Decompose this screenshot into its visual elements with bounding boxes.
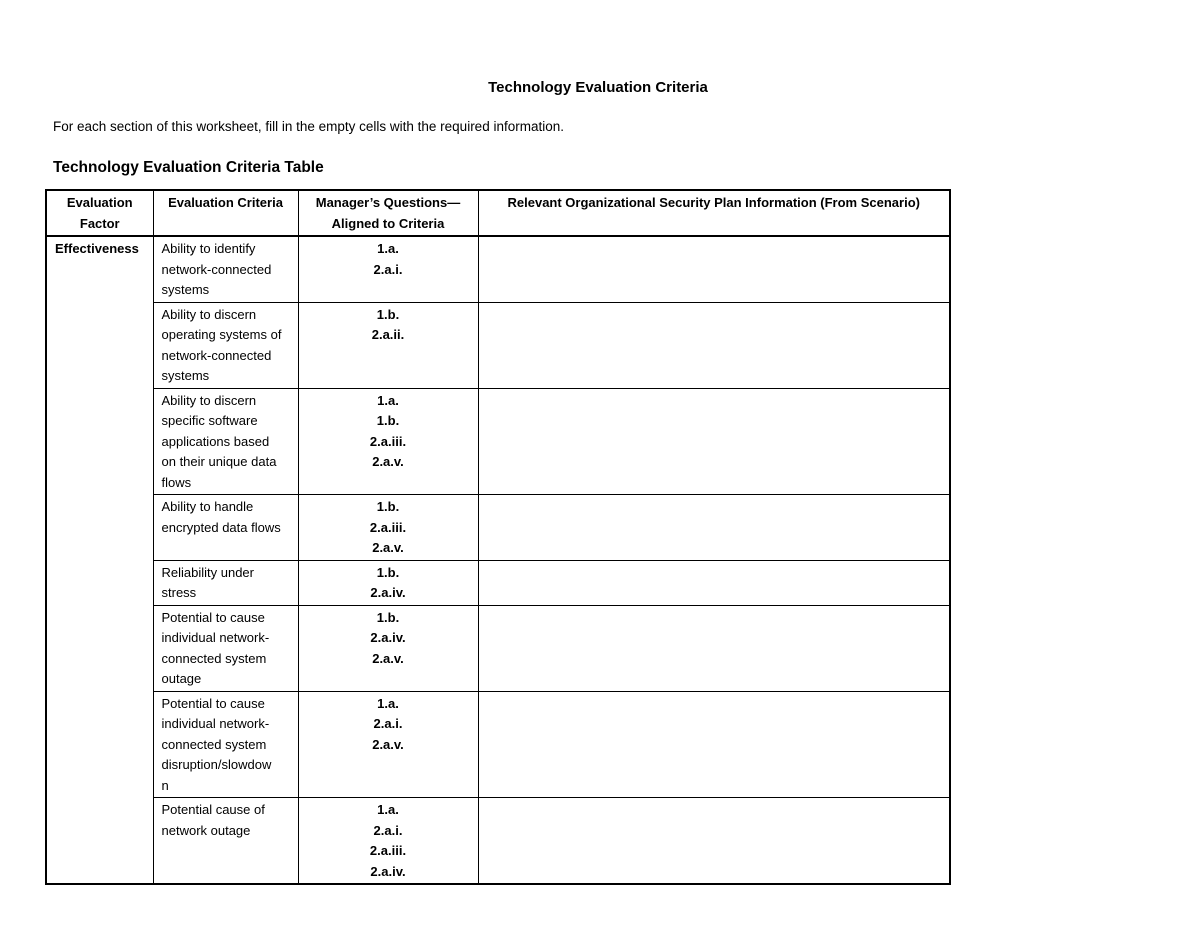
table-row	[46, 495, 950, 561]
table-row	[46, 236, 950, 302]
question-ref: 1.b.	[376, 306, 400, 322]
question-ref: 2.a.iii.	[369, 433, 407, 449]
criteria-cell	[153, 691, 298, 798]
question-ref: 2.a.v.	[372, 454, 404, 469]
header-security-plan-info: Relevant Organizational Security Plan Information (From Scenario)	[478, 190, 950, 236]
instructions-text: For each section of this worksheet, fill in the empty cells with the required information.	[53, 119, 564, 134]
security-info-cell[interactable]	[478, 388, 950, 495]
security-info-cell[interactable]	[478, 691, 950, 798]
questions-cell	[298, 302, 478, 388]
criteria-line: network outage	[161, 822, 251, 838]
criteria-line: Potential to cause	[161, 695, 265, 711]
question-ref: 2.a.iv.	[370, 863, 406, 879]
question-ref: 2.a.v.	[372, 736, 404, 752]
criteria-line: applications based	[161, 433, 270, 449]
criteria-cell	[153, 605, 298, 691]
criteria-line: Potential cause of	[161, 802, 265, 817]
section-heading: Technology Evaluation Criteria Table	[53, 159, 324, 176]
header-managers-questions	[298, 190, 478, 236]
criteria-line: flows	[161, 474, 192, 490]
question-ref: 2.a.v.	[372, 650, 404, 666]
table-row	[46, 798, 950, 885]
header-factor-line: Evaluation	[66, 195, 133, 210]
questions-cell	[298, 495, 478, 561]
questions-cell	[298, 605, 478, 691]
factor-cell-effectiveness: Effectiveness	[46, 236, 153, 884]
table-row	[46, 691, 950, 798]
criteria-line: systems	[161, 282, 210, 297]
criteria-cell	[153, 236, 298, 302]
question-ref: 1.b.	[376, 564, 400, 580]
criteria-line: network-connected	[161, 261, 272, 277]
criteria-line: Ability to handle	[161, 499, 254, 514]
security-info-cell[interactable]	[478, 302, 950, 388]
criteria-cell	[153, 495, 298, 561]
document-title: Technology Evaluation Criteria	[488, 79, 708, 96]
question-ref: 1.b.	[376, 609, 400, 625]
questions-cell	[298, 798, 478, 885]
security-info-cell[interactable]	[478, 798, 950, 885]
table-row	[46, 560, 950, 605]
question-ref: 2.a.i.	[373, 716, 403, 731]
question-ref: 2.a.iv.	[370, 585, 406, 600]
criteria-line: connected system	[161, 650, 267, 666]
question-ref: 1.a.	[377, 241, 399, 256]
criteria-cell	[153, 388, 298, 495]
criteria-line: disruption/slowdow	[161, 757, 272, 772]
security-info-cell[interactable]	[478, 495, 950, 561]
criteria-line: stress	[161, 585, 197, 600]
criteria-line: operating systems of	[161, 327, 282, 342]
question-ref: 1.a.	[377, 802, 399, 817]
criteria-cell	[153, 302, 298, 388]
criteria-line: connected system	[161, 736, 267, 752]
criteria-line: specific software	[161, 413, 258, 428]
question-ref: 1.b.	[376, 413, 400, 428]
criteria-line: Reliability under	[161, 564, 254, 580]
security-info-cell[interactable]	[478, 560, 950, 605]
header-questions-line: Manager’s Questions—	[315, 195, 461, 210]
question-ref: 2.a.iv.	[370, 630, 406, 645]
criteria-line: n	[161, 777, 169, 793]
table-row	[46, 605, 950, 691]
questions-cell	[298, 560, 478, 605]
questions-cell	[298, 691, 478, 798]
criteria-line: Ability to discern	[161, 306, 257, 322]
question-ref: 2.a.i.	[373, 822, 403, 838]
evaluation-criteria-table	[45, 189, 951, 885]
criteria-line: network-connected	[161, 347, 272, 363]
criteria-line: systems	[161, 368, 210, 383]
criteria-line: Potential to cause	[161, 609, 265, 625]
question-ref: 1.b.	[376, 499, 400, 514]
questions-cell	[298, 388, 478, 495]
question-ref: 2.a.ii.	[371, 327, 405, 342]
table-body	[46, 236, 950, 884]
table-row	[46, 388, 950, 495]
questions-cell	[298, 236, 478, 302]
question-ref: 2.a.v.	[372, 540, 404, 555]
criteria-cell	[153, 560, 298, 605]
table-row	[46, 302, 950, 388]
question-ref: 1.a.	[377, 392, 399, 408]
criteria-line: Ability to identify	[161, 241, 256, 256]
criteria-line: encrypted data flows	[161, 519, 281, 535]
criteria-line: individual network-	[161, 716, 270, 731]
question-ref: 2.a.iii.	[369, 843, 407, 858]
criteria-line: on their unique data	[161, 454, 277, 469]
security-info-cell[interactable]	[478, 236, 950, 302]
question-ref: 1.a.	[377, 695, 399, 711]
header-evaluation-criteria: Evaluation Criteria	[153, 190, 298, 236]
criteria-line: outage	[161, 671, 202, 686]
table-header-row	[46, 190, 950, 236]
header-questions-line: Aligned to Criteria	[331, 215, 445, 231]
header-evaluation-factor	[46, 190, 153, 236]
question-ref: 2.a.i.	[373, 261, 403, 277]
criteria-cell	[153, 798, 298, 885]
question-ref: 2.a.iii.	[369, 519, 407, 535]
header-factor-line: Factor	[79, 215, 120, 231]
security-info-cell[interactable]	[478, 605, 950, 691]
criteria-line: Ability to discern	[161, 392, 257, 408]
criteria-line: individual network-	[161, 630, 270, 645]
